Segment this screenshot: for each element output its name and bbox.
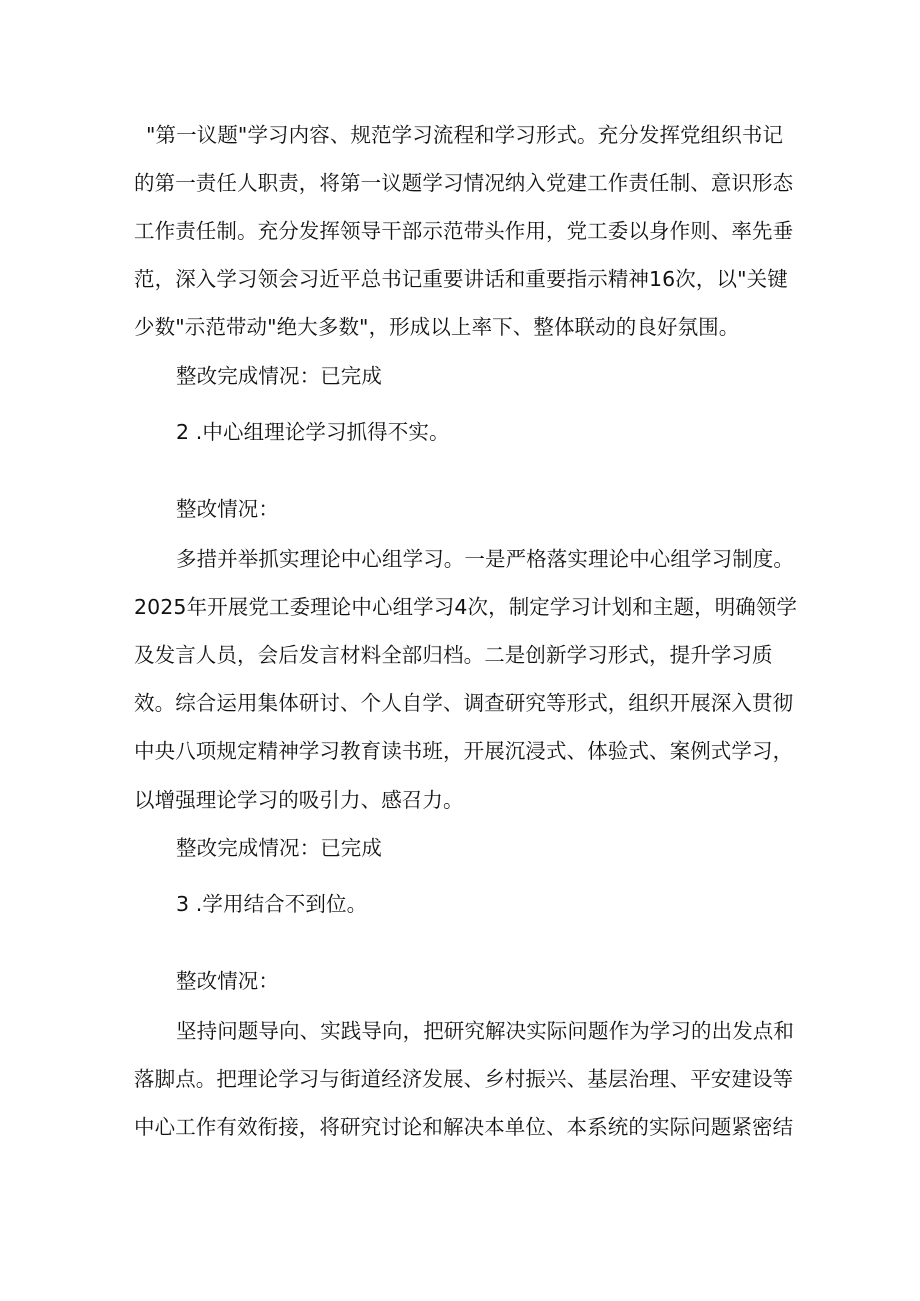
text-line: 范，深入学习领会习近平总书记重要讲话和重要指示精神16次，以"关键 [134, 267, 788, 291]
text-line: 2025年开展党工委理论中心组学习4次，制定学习计划和主题，明确领学 [134, 595, 798, 619]
completion-status-1: 整改完成情况：已完成 [176, 364, 382, 388]
text-line: 少数"示范带动"绝大多数"，形成以上率下、整体联动的良好氛围。 [134, 315, 740, 339]
text-line: 效。综合运用集体研讨、个人自学、调查研究等形式，组织开展深入贯彻 [134, 691, 794, 715]
text-line: 以增强理论学习的吸引力、感召力。 [134, 788, 464, 812]
text-line: 工作责任制。充分发挥领导干部示范带头作用，党工委以身作则、率先垂 [134, 219, 794, 243]
text-line: "第一议题"学习内容、规范学习流程和学习形式。充分发挥党组织书记 [146, 123, 784, 147]
text-line: 多措并举抓实理论中心组学习。一是严格落实理论中心组学习制度。 [176, 547, 794, 571]
text-line: 坚持问题导向、实践导向，把研究解决实际问题作为学习的出发点和 [176, 1019, 794, 1043]
text-line: 及发言人员，会后发言材料全部归档。二是创新学习形式，提升学习质 [134, 643, 773, 667]
text-line: 的第一责任人职责，将第一议题学习情况纳入党建工作责任制、意识形态 [134, 171, 794, 195]
rectify-label-2: 整改情况： [176, 497, 279, 521]
rectify-label-3: 整改情况： [176, 969, 279, 993]
item-3-heading: 3 .学用结合不到位。 [176, 892, 368, 916]
completion-status-2: 整改完成情况：已完成 [176, 836, 382, 860]
item-2-heading: 2 .中心组理论学习抓得不实。 [176, 420, 450, 444]
text-line: 落脚点。把理论学习与街道经济发展、乡村振兴、基层治理、平安建设等 [134, 1067, 794, 1091]
text-line: 中央八项规定精神学习教育读书班，开展沉浸式、体验式、案例式学习， [134, 739, 794, 763]
text-line: 中心工作有效衔接，将研究讨论和解决本单位、本系统的实际问题紧密结 [134, 1115, 794, 1139]
